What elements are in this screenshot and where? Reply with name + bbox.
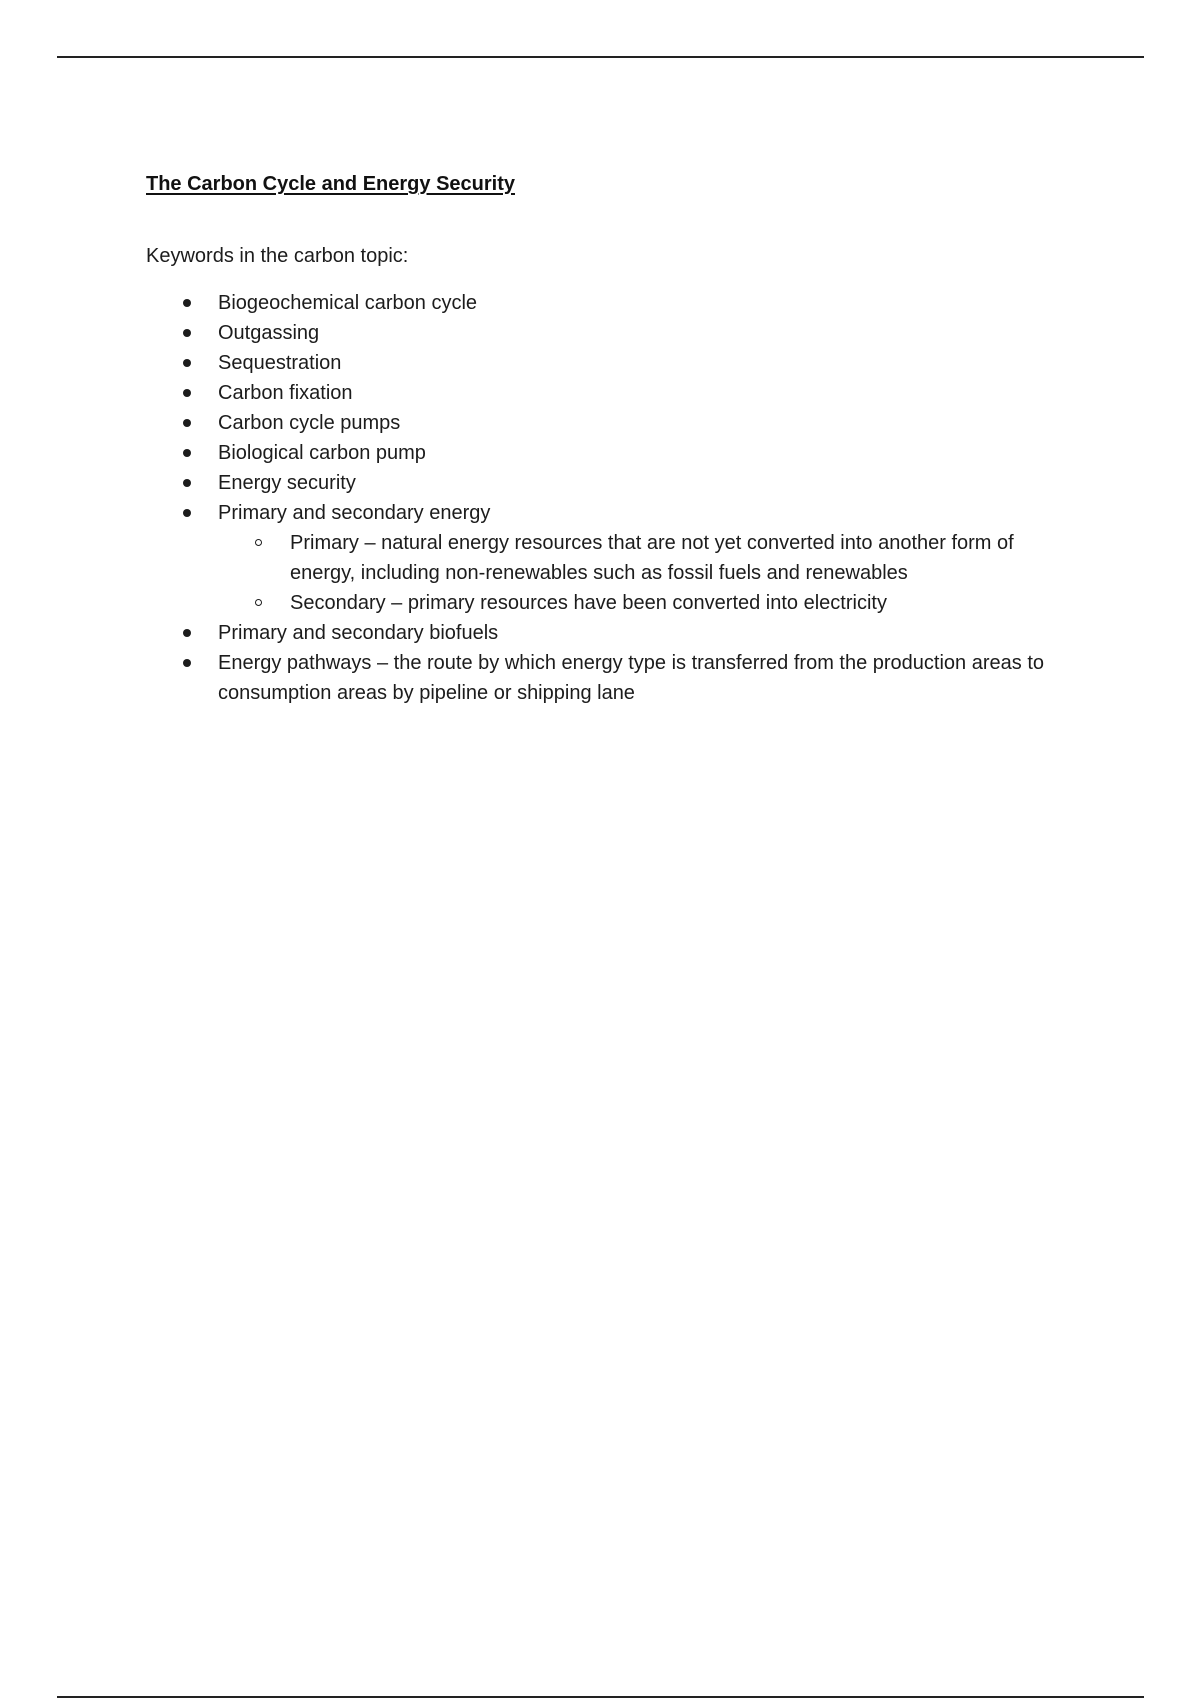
list-item	[146, 348, 1066, 378]
sub-list	[218, 528, 1066, 618]
bullet-icon	[183, 389, 191, 397]
list-item	[146, 288, 1066, 318]
list-item-text: Outgassing	[218, 322, 320, 344]
list-item-text: Energy pathways – the route by which energy type is transferred from the production areas to consumption areas by pipeline or shipping lane	[218, 652, 1044, 704]
list-item-text: Biological carbon pump	[218, 442, 426, 464]
footer-rule	[57, 1696, 1144, 1698]
list-item-text: Biogeochemical carbon cycle	[218, 292, 478, 314]
sub-list-item	[218, 588, 1066, 618]
hollow-bullet-icon	[255, 539, 262, 546]
page-title: The Carbon Cycle and Energy Security	[146, 173, 515, 195]
list-item-text: Primary and secondary energy	[218, 502, 491, 524]
list-item-text: Energy security	[218, 472, 356, 494]
hollow-bullet-icon	[255, 599, 262, 606]
bullet-icon	[183, 359, 191, 367]
bullet-icon	[183, 509, 191, 517]
sub-list-item-text: Secondary – primary resources have been converted into electricity	[290, 592, 887, 614]
list-item	[146, 468, 1066, 498]
list-item	[146, 438, 1066, 468]
bullet-icon	[183, 479, 191, 487]
list-item-text: Carbon fixation	[218, 382, 353, 404]
keyword-list	[146, 288, 1066, 708]
bullet-icon	[183, 659, 191, 667]
document-body	[146, 170, 1066, 708]
list-item	[146, 648, 1066, 708]
list-item	[146, 318, 1066, 348]
bullet-icon	[183, 299, 191, 307]
header-rule	[57, 56, 1144, 58]
list-item	[146, 408, 1066, 438]
bullet-icon	[183, 329, 191, 337]
bullet-icon	[183, 449, 191, 457]
list-item	[146, 378, 1066, 408]
sub-list-item-text: Primary – natural energy resources that are not yet converted into another form of energy, including non-renewables such as fossil fuels and renewables	[290, 532, 1014, 584]
list-item	[146, 618, 1066, 648]
list-item	[146, 498, 1066, 618]
bullet-icon	[183, 419, 191, 427]
intro-text: Keywords in the carbon topic:	[146, 245, 409, 267]
bullet-icon	[183, 629, 191, 637]
sub-list-item	[218, 528, 1066, 588]
list-item-text: Primary and secondary biofuels	[218, 622, 499, 644]
list-item-text: Carbon cycle pumps	[218, 412, 401, 434]
list-item-text: Sequestration	[218, 352, 342, 374]
